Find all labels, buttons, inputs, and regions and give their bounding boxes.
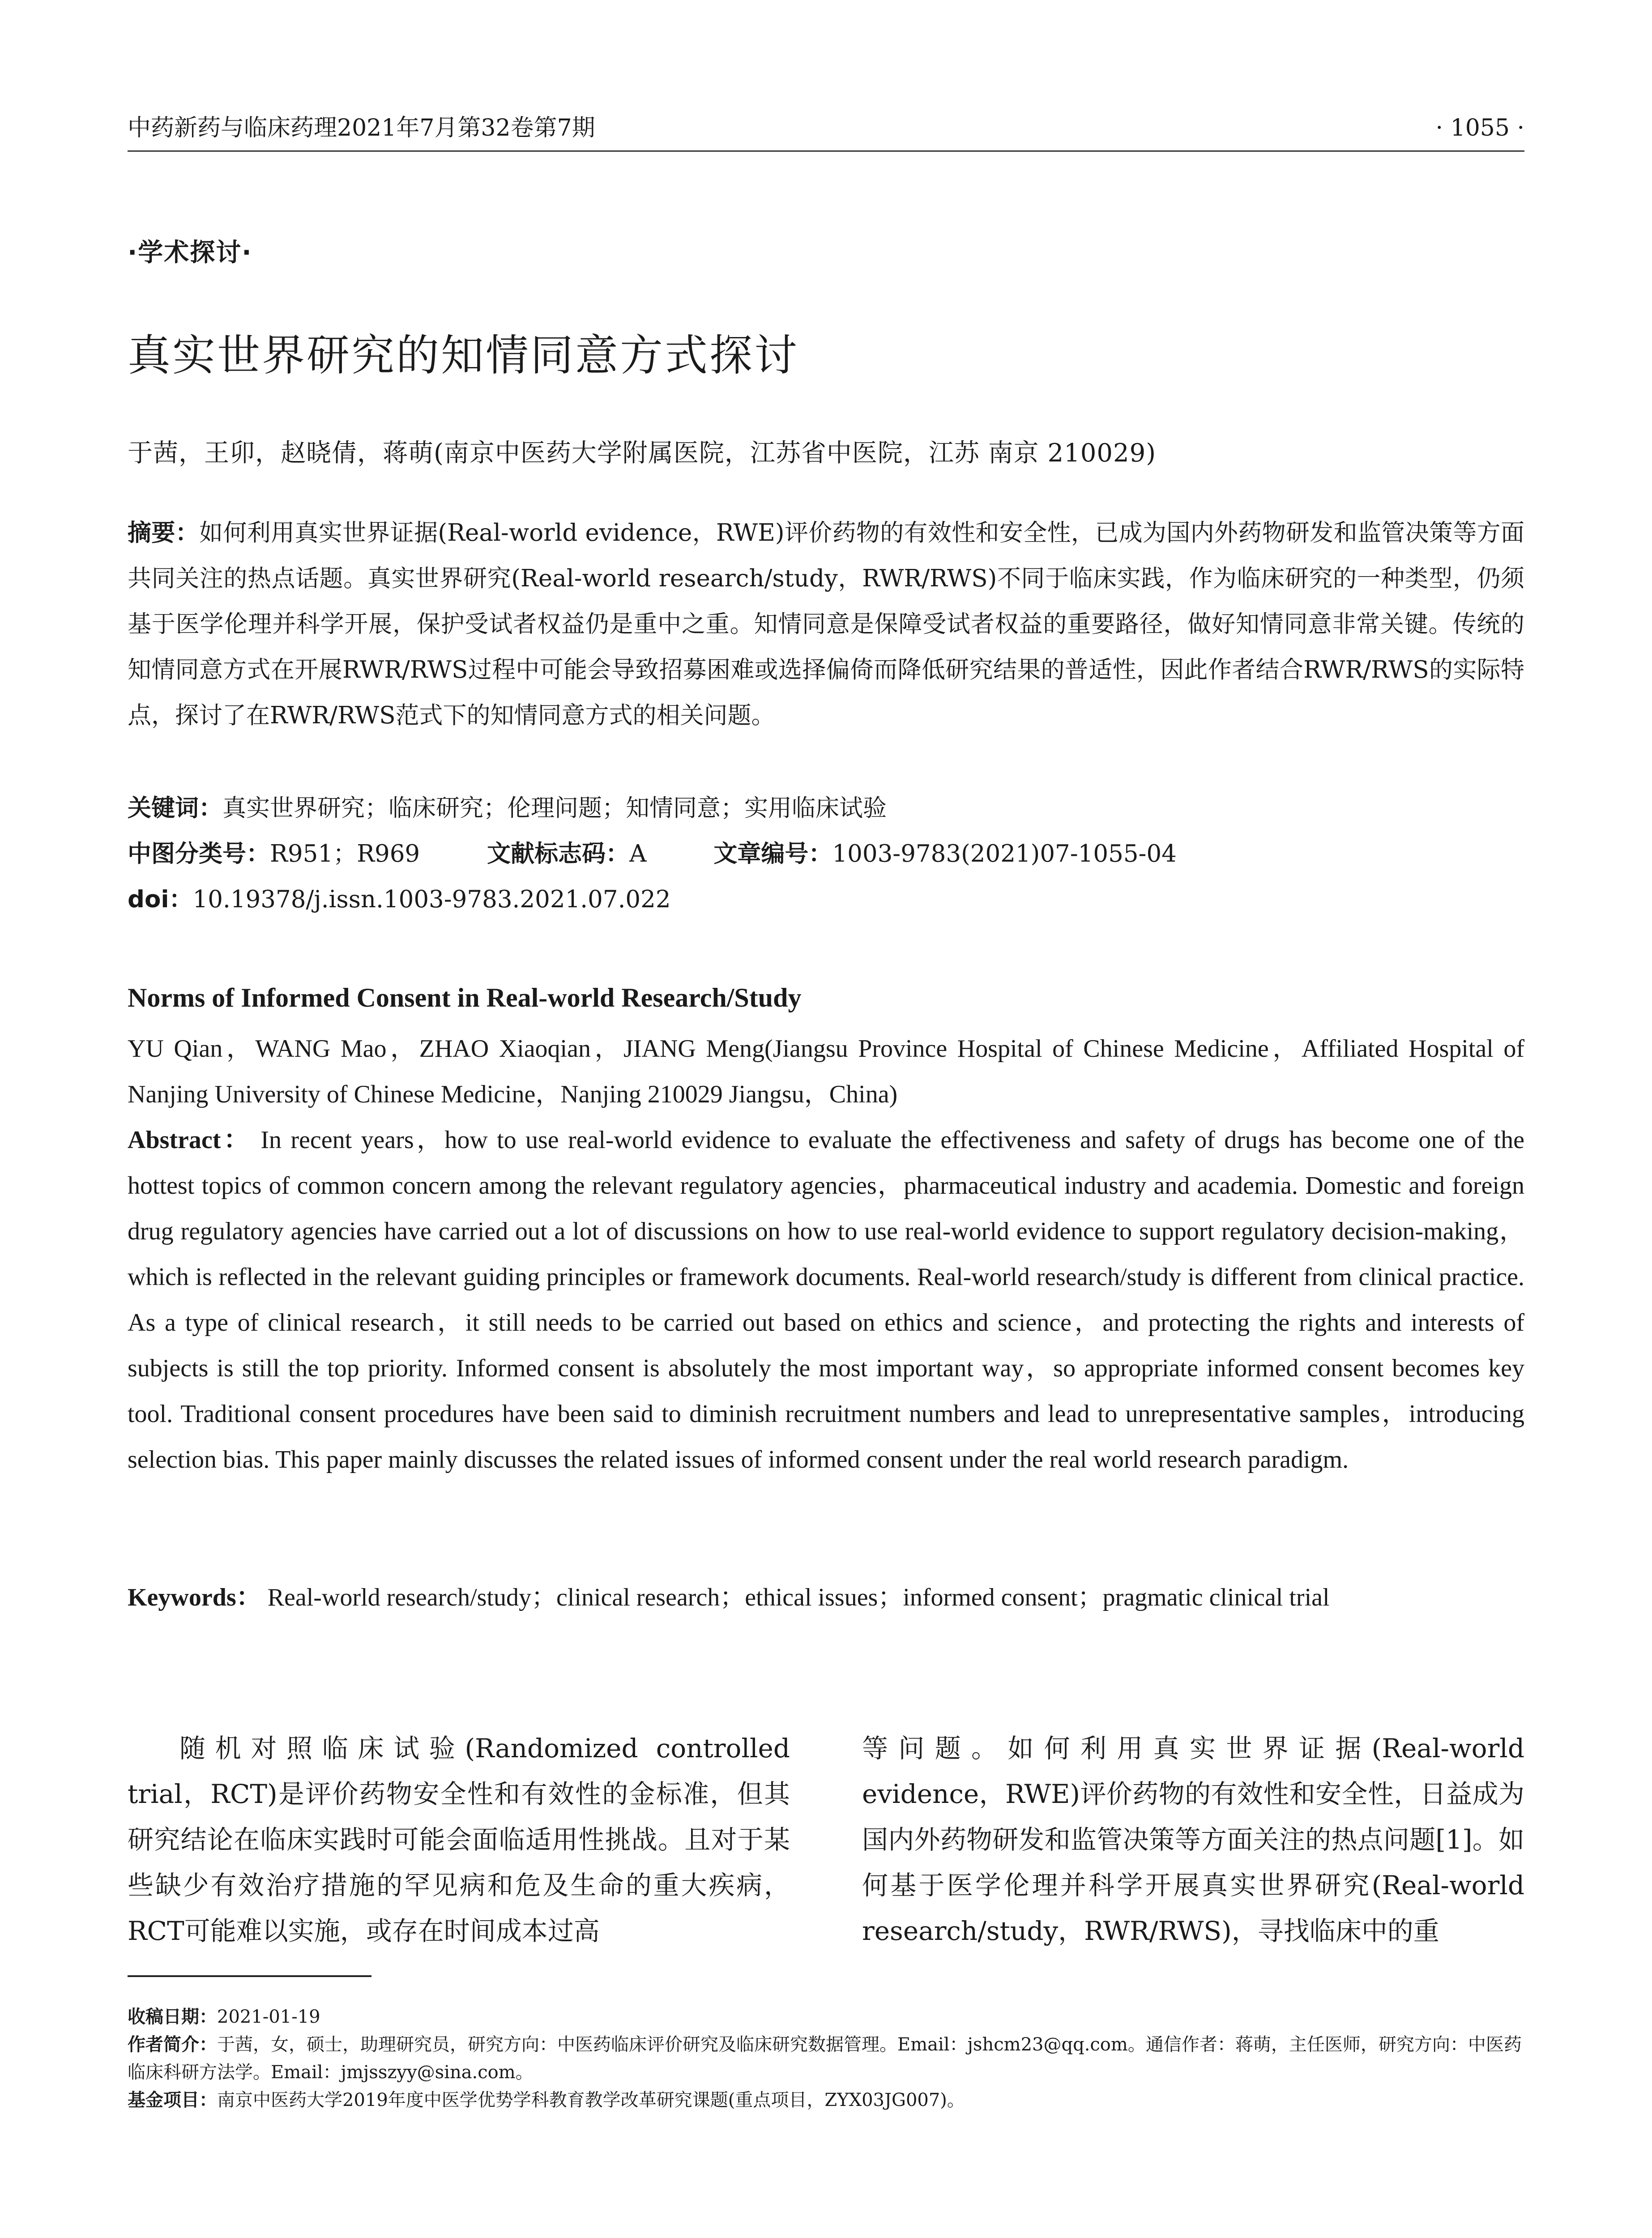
english-keywords-text: Real-world research/study；clinical research；ethical issues；informed consent；pragmatic clinical trial bbox=[267, 1584, 1330, 1611]
footnote-fund bbox=[128, 2086, 1524, 2114]
received-value: 2021-01-19 bbox=[217, 2007, 320, 2027]
fund-value: 南京中医药大学2019年度中医学优势学科教育教学改革研究课题(重点项目，ZYX03JG007)。 bbox=[217, 2090, 965, 2110]
doc-code-label: 文献标志码： bbox=[487, 840, 630, 867]
fund-label: 基金项目： bbox=[128, 2090, 217, 2110]
footnote-author bbox=[128, 2031, 1524, 2086]
journal-name: 中药新药与临床药理2021年7月第32卷第7期 bbox=[128, 115, 595, 141]
body-paragraph: 随机对照临床试验(Randomized controlled trial，RCT)是评价药物安全性和有效性的金标准，但其研究结论在临床实践时可能会面临适用性挑战。且对于某些缺少有效治疗措施的罕见病和危及生命的重大疾病，RCT可能难以实施，或存在时间成本过高 bbox=[128, 1733, 790, 1946]
author-info-value: 于茜，女，硕士，助理研究员，研究方向：中医药临床评价研究及临床研究数据管理。Email：jshcm23@qq.com。通信作者：蒋萌，主任医师，研究方向：中医药临床科研方法学。Email：jmjsszyy@sina.com。 bbox=[128, 2034, 1522, 2083]
english-keywords-label: Keywords： bbox=[128, 1584, 261, 1611]
footnote-received bbox=[128, 2003, 1524, 2031]
article-title: 真实世界研究的知情同意方式探讨 bbox=[128, 330, 799, 380]
page-number: · 1055 · bbox=[1435, 115, 1524, 141]
keywords-cn bbox=[128, 786, 887, 831]
abstract-cn bbox=[128, 510, 1524, 739]
doi-value: 10.19378/j.issn.1003-9783.2021.07.022 bbox=[192, 886, 671, 913]
abstract-cn-label: 摘要： bbox=[128, 519, 200, 547]
english-abstract-text: In recent years，how to use real-world evidence to evaluate the effectiveness and safety of drugs has become one of the hottest topics of common concern among the relevant regulatory agencies，pharmaceutical industry and academia. Domestic and foreign drug regulatory agencies have carried out a lot of discussions on how to use real-world evidence to support regulatory decision-making，which is reflected in the relevant guiding principles or framework documents. Real-world research/study is different from clinical practice. As a type of clinical research，it still needs to be carried out based on ethics and science，and protecting the rights and interests of subjects is still the top priority. Informed consent is absolutely the most important way，so appropriate informed consent becomes key tool. Traditional consent procedures have been said to diminish recruitment numbers and lead to unrepresentative samples，introducing selection bias. This paper mainly discusses the related issues of informed consent under the real world research paradigm. bbox=[128, 1126, 1525, 1473]
keywords-cn-label: 关键词： bbox=[128, 794, 222, 822]
doi-line bbox=[128, 877, 671, 923]
received-label: 收稿日期： bbox=[128, 2007, 217, 2027]
running-header bbox=[128, 110, 1524, 152]
english-title: Norms of Informed Consent in Real-world Research/Study bbox=[128, 983, 802, 1012]
doc-code-value: A bbox=[629, 840, 647, 867]
section-tag: ·学术探讨· bbox=[128, 238, 252, 267]
article-no-label: 文章编号： bbox=[713, 840, 832, 867]
classification-line bbox=[128, 831, 1177, 877]
english-keywords bbox=[128, 1575, 1524, 1620]
english-abstract bbox=[128, 1117, 1524, 1482]
article-no-value: 1003-9783(2021)07-1055-04 bbox=[832, 840, 1177, 867]
body-left-column bbox=[128, 1725, 790, 1954]
abstract-cn-text: 如何利用真实世界证据(Real-world evidence，RWE)评价药物的有效性和安全性，已成为国内外药物研发和监管决策等方面共同关注的热点话题。真实世界研究(Real-world research/study，RWR/RWS)不同于临床实践，作为临床研究的一种类型，仍须基于医学伦理并科学开展，保护受试者权益仍是重中之重。知情同意是保障受试者权益的重要路径，做好知情同意非常关键。传统的知情同意方式在开展RWR/RWS过程中可能会导致招募困难或选择偏倚而降低研究结果的普适性，因此作者结合RWR/RWS的实际特点，探讨了在RWR/RWS范式下的知情同意方式的相关问题。 bbox=[128, 519, 1525, 729]
footnotes bbox=[128, 2003, 1524, 2114]
author-info-label: 作者简介： bbox=[128, 2034, 217, 2055]
footnote-rule bbox=[128, 1975, 371, 1977]
authors-cn: 于茜，王卯，赵晓倩，蒋萌(南京中医药大学附属医院，江苏省中医院，江苏 南京 210029) bbox=[128, 439, 1157, 468]
body-right-column bbox=[862, 1725, 1524, 1954]
doi-label: doi： bbox=[128, 886, 193, 913]
keywords-cn-text: 真实世界研究；临床研究；伦理问题；知情同意；实用临床试验 bbox=[222, 794, 887, 822]
body-paragraph: 等问题。如何利用真实世界证据(Real-world evidence，RWE)评价药物的有效性和安全性，日益成为国内外药物研发和监管决策等方面关注的热点问题[1]。如何基于医学伦理并科学开展真实世界研究(Real-world research/study，RWR/RWS)，寻找临床中的重 bbox=[862, 1733, 1524, 1946]
english-authors: YU Qian，WANG Mao，ZHAO Xiaoqian，JIANG Meng(Jiangsu Province Hospital of Chinese Medicine，Affiliated Hospital of Nanjing University of Chinese Medicine，Nanjing 210029 Jiangsu，China) bbox=[128, 1035, 1524, 1108]
clc-value: R951；R969 bbox=[270, 840, 420, 867]
english-abstract-label: Abstract： bbox=[128, 1126, 252, 1154]
clc-label: 中图分类号： bbox=[128, 840, 270, 867]
